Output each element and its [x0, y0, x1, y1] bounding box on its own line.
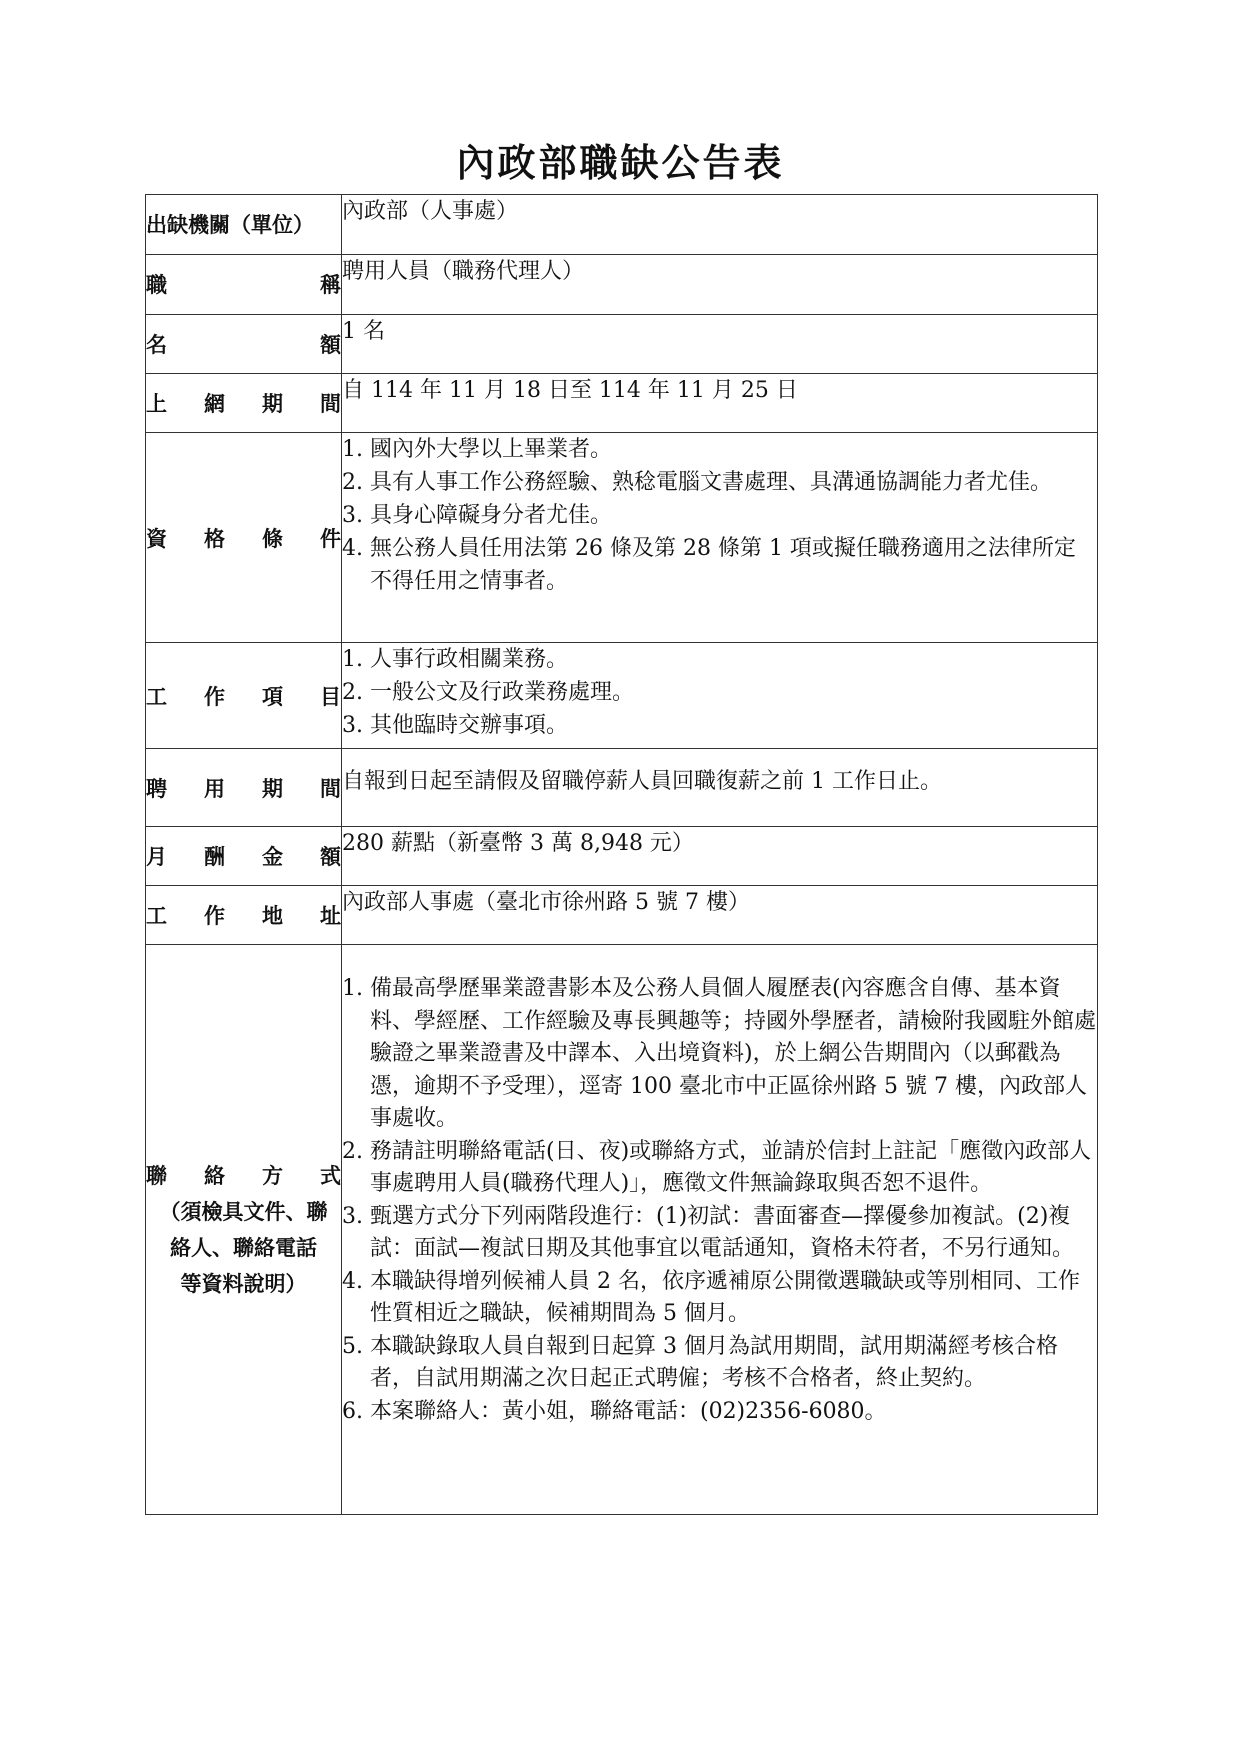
label-contact-char: 聯 [146, 1162, 167, 1188]
list-item: 5. 本職缺錄取人員自報到日起算 3 個月為試用期間，試用期滿經考核合格者，自試用期滿之次日起正式聘僱；考核不合格者，終止契約。 [342, 1333, 1058, 1391]
label-employment-char: 間 [320, 776, 341, 801]
label-salary-char: 金 [262, 844, 283, 869]
label-qualifications-char: 件 [320, 525, 341, 551]
value-position: 聘用人員（職務代理人） [342, 255, 1098, 315]
label-address-char: 作 [204, 903, 225, 928]
label-duties [146, 643, 342, 749]
value-quota: 1 名 [342, 315, 1098, 374]
label-posting-char: 期 [262, 391, 283, 416]
label-contact-note-line: （須檢具文件、聯 [159, 1198, 328, 1224]
label-address-char: 址 [320, 903, 341, 928]
label-duties-char: 目 [320, 683, 341, 709]
label-employment-char: 用 [204, 776, 225, 801]
row-employment-period [146, 749, 1098, 827]
row-duties [146, 643, 1098, 749]
label-salary-char: 額 [320, 844, 341, 869]
list-item: 6. 本案聯絡人：黃小姐，聯絡電話：(02)2356-6080。 [342, 1398, 887, 1424]
list-item: 4. 本職缺得增列候補人員 2 名，依序遞補原公開徵選職缺或等別相同、工作性質相近之職缺，候補期間為 5 個月。 [342, 1268, 1080, 1326]
label-contact-char: 式 [320, 1162, 341, 1188]
label-position-char: 職 [146, 272, 167, 297]
value-salary: 280 薪點（新臺幣 3 萬 8,948 元） [342, 827, 1098, 886]
label-contact-char: 絡 [204, 1162, 225, 1188]
list-item: 3. 其他臨時交辦事項。 [342, 713, 568, 738]
label-duties-char: 項 [262, 683, 283, 709]
label-employment-char: 期 [262, 776, 283, 801]
label-salary [146, 827, 342, 886]
list-item: 3. 具身心障礙身分者尤佳。 [342, 503, 612, 528]
label-employment-period [146, 749, 342, 827]
label-contact-title [146, 1158, 341, 1194]
label-salary-char: 酬 [204, 844, 225, 869]
label-address [146, 886, 342, 945]
label-agency [146, 195, 342, 255]
value-qualifications [342, 433, 1098, 643]
label-quota-char: 名 [146, 332, 167, 357]
label-position-char: 稱 [320, 272, 341, 297]
label-posting-period [146, 374, 342, 433]
value-contact [342, 945, 1098, 1515]
value-address: 內政部人事處（臺北市徐州路 5 號 7 樓） [342, 886, 1098, 945]
label-contact-note-line: 絡人、聯絡電話 [170, 1234, 317, 1260]
list-item: 1. 國內外大學以上畢業者。 [342, 437, 612, 462]
value-posting-period: 自 114 年 11 月 18 日至 114 年 11 月 25 日 [342, 374, 1098, 433]
row-agency [146, 195, 1098, 255]
list-item: 3. 甄選方式分下列兩階段進行：(1)初試：書面審查—擇優參加複試。(2)複試：面試—複試日期及其他事宜以電話通知，資格未符者，不另行通知。 [342, 1203, 1075, 1261]
label-contact-char: 方 [262, 1162, 283, 1188]
value-duties [342, 643, 1098, 749]
label-address-char: 地 [262, 903, 283, 928]
label-salary-char: 月 [146, 844, 167, 869]
value-agency: 內政部（人事處） [342, 195, 1098, 255]
label-qualifications-char: 條 [262, 525, 283, 551]
label-contact [146, 945, 342, 1515]
page-title: 內政部職缺公告表 [456, 140, 785, 185]
label-address-char: 工 [146, 903, 167, 928]
contact-list [342, 973, 1097, 1428]
row-posting-period [146, 374, 1098, 433]
list-item: 2. 務請註明聯絡電話(日、夜)或聯絡方式，並請於信封上註記「應徵內政部人事處聘用人員(職務代理人)」，應徵文件無論錄取與否恕不退件。 [342, 1138, 1092, 1196]
value-employment-period: 自報到日起至請假及留職停薪人員回職復薪之前 1 工作日止。 [342, 749, 1098, 827]
label-posting-char: 間 [320, 391, 341, 416]
row-quota [146, 315, 1098, 374]
label-contact-note-line: 等資料說明） [180, 1270, 307, 1296]
label-qualifications [146, 433, 342, 643]
list-item: 1. 人事行政相關業務。 [342, 647, 568, 672]
row-position [146, 255, 1098, 315]
label-posting-char: 上 [146, 391, 167, 416]
list-item: 1. 備最高學歷畢業證書影本及公務人員個人履歷表(內容應含自傳、基本資料、學經歷、工作經驗及專長興趣等；持國外學歷者，請檢附我國駐外館處驗證之畢業證書及中譯本、入出境資料)，於上網公告期間內（以郵戳為憑，逾期不予受理），逕寄 100 臺北市中正區徐州路 5 號 7 樓，內政部人事處收。 [342, 976, 1097, 1131]
label-employment-char: 聘 [146, 776, 167, 801]
row-qualifications [146, 433, 1098, 643]
label-qualifications-char: 資 [146, 525, 167, 551]
label-posting-char: 網 [204, 391, 225, 416]
label-qualifications-char: 格 [204, 525, 225, 551]
row-salary [146, 827, 1098, 886]
label-position [146, 255, 342, 315]
job-announcement-table [145, 194, 1098, 1515]
row-contact [146, 945, 1098, 1515]
list-item: 4. 無公務人員任用法第 26 條及第 28 條第 1 項或擬任職務適用之法律所定不得任用之情事者。 [342, 536, 1076, 594]
list-item: 2. 具有人事工作公務經驗、熟稔電腦文書處理、具溝通協調能力者尤佳。 [342, 470, 1052, 495]
label-agency-text: 出缺機關（單位） [146, 212, 314, 237]
label-duties-char: 工 [146, 683, 167, 709]
duties-list [342, 643, 1097, 742]
list-item: 2. 一般公文及行政業務處理。 [342, 680, 634, 705]
label-quota [146, 315, 342, 374]
label-duties-char: 作 [204, 683, 225, 709]
qualifications-list [342, 433, 1097, 598]
label-quota-char: 額 [320, 332, 341, 357]
row-address [146, 886, 1098, 945]
